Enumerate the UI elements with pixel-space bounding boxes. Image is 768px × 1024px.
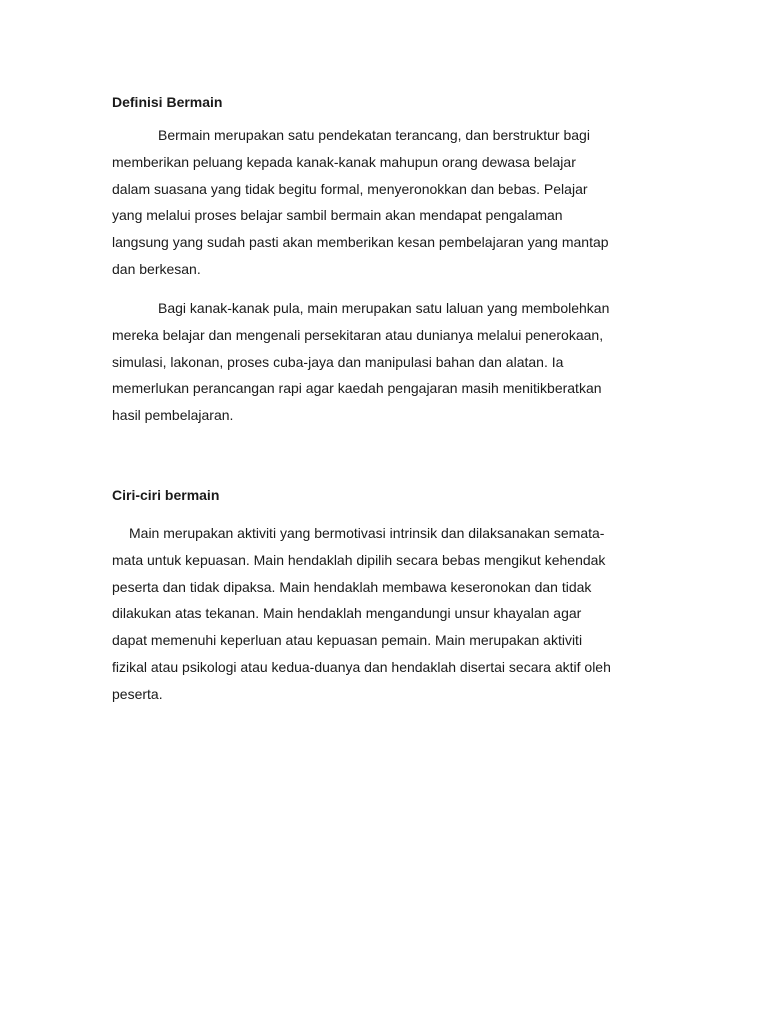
section-heading-definisi: Definisi Bermain bbox=[112, 94, 223, 110]
text-line: Bagi kanak-kanak pula, main merupakan satu laluan yang membolehkan bbox=[158, 300, 610, 316]
text-line: memerlukan perancangan rapi agar kaedah pengajaran masih menitikberatkan bbox=[112, 380, 602, 397]
paragraph-definisi-1 bbox=[112, 122, 672, 283]
text-line: mereka belajar dan mengenali persekitaran atau dunianya melalui penerokaan, bbox=[112, 326, 604, 343]
paragraph-ciri-ciri bbox=[112, 520, 672, 708]
paragraph-definisi-2 bbox=[112, 295, 672, 429]
text-line: peserta. bbox=[112, 685, 163, 702]
text-line: mata untuk kepuasan. Main hendaklah dipilih secara bebas mengikut kehendak bbox=[112, 551, 606, 568]
text-line: fizikal atau psikologi atau kedua-duanya dan hendaklah disertai secara aktif oleh bbox=[112, 658, 611, 675]
text-line: yang melalui proses belajar sambil bermain akan mendapat pengalaman bbox=[112, 207, 563, 224]
text-line: memberikan peluang kepada kanak-kanak mahupun orang dewasa belajar bbox=[112, 153, 576, 170]
text-line: dan berkesan. bbox=[112, 260, 201, 277]
text-line: peserta dan tidak dipaksa. Main hendaklah membawa keseronokan dan tidak bbox=[112, 578, 592, 595]
text-line: dapat memenuhi keperluan atau kepuasan pemain. Main merupakan aktiviti bbox=[112, 632, 583, 649]
text-line: dilakukan atas tekanan. Main hendaklah mengandungi unsur khayalan agar bbox=[112, 605, 582, 622]
text-line: dalam suasana yang tidak begitu formal, menyeronokkan dan bebas. Pelajar bbox=[112, 180, 588, 197]
text-line: hasil pembelajaran. bbox=[112, 407, 234, 424]
text-line: Bermain merupakan satu pendekatan terancang, dan berstruktur bagi bbox=[158, 127, 590, 143]
section-heading-ciri-ciri: Ciri-ciri bermain bbox=[112, 487, 220, 503]
text-line: Main merupakan aktiviti yang bermotivasi intrinsik dan dilaksanakan semata- bbox=[129, 525, 605, 541]
text-line: simulasi, lakonan, proses cuba-jaya dan manipulasi bahan dan alatan. Ia bbox=[112, 353, 564, 370]
text-line: langsung yang sudah pasti akan memberikan kesan pembelajaran yang mantap bbox=[112, 234, 609, 251]
